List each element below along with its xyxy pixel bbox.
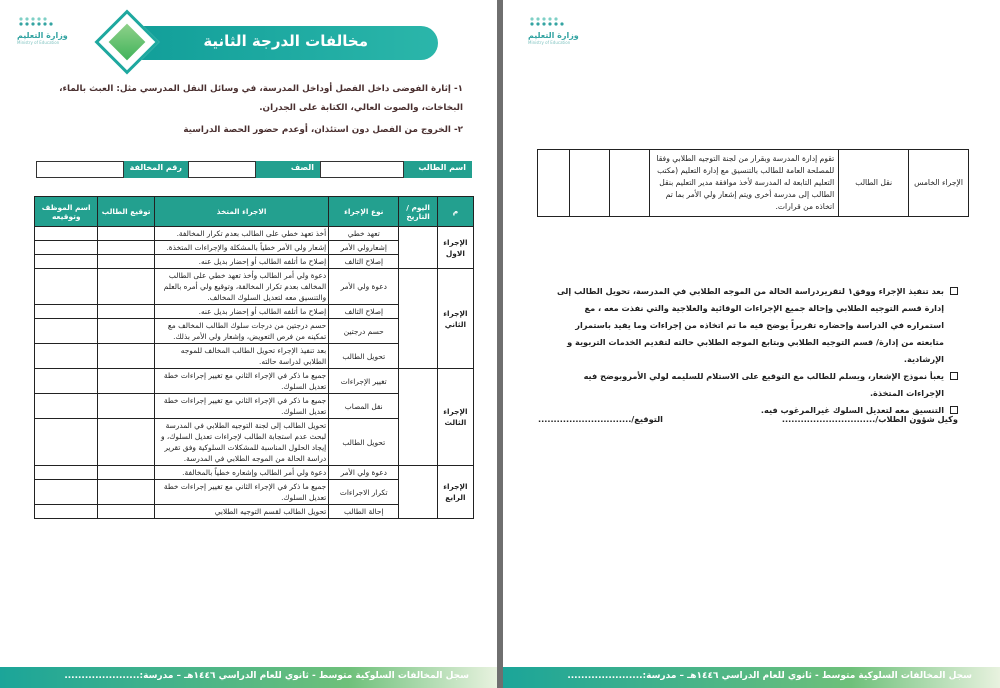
student-sig-cell[interactable]: [98, 466, 155, 480]
student-info-bar: [36, 161, 472, 178]
action-cell: حسم درجتين من درجات سلوك الطالب المخالف مع تمكينه من فرص التعويض، وإشعار ولي الأمر بذلك.: [154, 319, 328, 344]
notes-list: [548, 283, 958, 419]
table-row: [35, 269, 474, 305]
left-page: [0, 0, 497, 688]
note-text: التنسيق معه لتعديل السلوك غيرالمرغوب فيه.: [760, 405, 944, 415]
col-type: نوع الإجراء: [329, 197, 399, 227]
checkbox-icon[interactable]: [950, 406, 958, 414]
ministry-logo: [17, 16, 89, 45]
type-cell: حسم درجتين: [329, 319, 399, 344]
student-sig-cell[interactable]: [98, 227, 155, 241]
checkbox-icon[interactable]: [950, 372, 958, 380]
staff-sig-cell[interactable]: [35, 241, 98, 255]
student-name-field[interactable]: [320, 161, 404, 178]
staff-sig-cell[interactable]: [35, 255, 98, 269]
col-staff: اسم الموظف وتوقيعه: [35, 197, 98, 227]
col-action: الاجراء المتخذ: [154, 197, 328, 227]
student-sig-cell[interactable]: [609, 150, 649, 217]
student-sig-cell[interactable]: [98, 241, 155, 255]
staff-sig-cell[interactable]: [35, 480, 98, 505]
class-label: الصف: [256, 161, 320, 178]
action-cell: دعوة ولي أمر الطالب وأخذ تعهد خطي على الطالب المخالف بعدم تكرار المخالفة، وتوقيع ولي أمره بالعلم والتنسيق معه لتعديل السلوك المخالف.: [154, 269, 328, 305]
logo-text: وزارة التعليم: [17, 31, 68, 40]
violation-number-label: رقم المخالفة: [124, 161, 188, 178]
student-name-label: اسم الطالب: [404, 161, 472, 178]
date-cell[interactable]: [399, 269, 437, 369]
action-cell: بعد تنفيذ الإجراء تحويل الطالب المخالف للموجه الطلابي لدراسة حالته.: [154, 344, 328, 369]
violation-item: ١- إثارة الفوضى داخل الفصل أوداخل المدرسة، في وسائل النقل المدرسي مثل: العبث بالماء، البخاخات، والصوت العالي، الكتابة على الجدران.: [59, 84, 463, 113]
group-label: الإجراء الخامس: [909, 150, 969, 217]
table-row: [35, 466, 474, 480]
date-cell[interactable]: [399, 227, 437, 269]
signature-label: التوقيع/..............................: [538, 414, 663, 424]
student-sig-cell[interactable]: [98, 505, 155, 519]
violation-number-field[interactable]: [36, 161, 124, 178]
group-label: الإجراء الرابع: [437, 466, 473, 519]
type-cell: إحالة الطالب: [329, 505, 399, 519]
type-cell: نقل المصاب: [329, 394, 399, 419]
type-cell: إشعارولي الأمر: [329, 241, 399, 255]
col-student-sig: توقيع الطالب: [98, 197, 155, 227]
violation-item: ٢- الخروج من الفصل دون استئذان، أوعدم حضور الحصة الدراسية: [183, 125, 463, 135]
title-banner: [128, 26, 438, 60]
checkbox-icon[interactable]: [950, 287, 958, 295]
note-text: يعبأ نموذج الإشعار، ويسلم للطالب مع التوقيع على الاستلام للسليمه لولي الأمروبوضح فيه الإجراءات المتخذة.: [583, 371, 944, 398]
type-cell: تغيير الإجراءات: [329, 369, 399, 394]
group-label: الإجراء الثالث: [437, 369, 473, 466]
type-cell: إصلاح التالف: [329, 305, 399, 319]
action-cell: تقوم إدارة المدرسة وبقرار من لجنة التوجيه الطلابي وفقا للمصلحة العامة للطالب بالتنسيق مع إدارة التعليم (مكتب التعليم التابعة له المدرسة لأخذ موافقة مدير التعليم بنقل الطالب إلى مدرسة أخرى ويتم إشعار ولي الأمر بما تم اتخاذه من قرارات.: [649, 150, 838, 217]
action-cell: إشعار ولي الأمر خطياً بالمشكلة والإجراءات المتخذة.: [154, 241, 328, 255]
staff-sig-cell[interactable]: [35, 344, 98, 369]
date-cell[interactable]: [399, 369, 437, 466]
type-cell: إصلاح التالف: [329, 255, 399, 269]
footer-text: سجل المخالفات السلوكية متوسط - ثانوي للعام الدراسي ١٤٤٦هـ – مدرسة:......................: [567, 671, 972, 681]
action-cell: تحويل الطالب إلى لجنة التوجيه الطلابي في المدرسة لبحث عدم استجابة الطالب لإجراءات تعديل السلوك، و إيجاد الحلول المناسبة للمشكلات السلوكية وفق تقرير دراسة الحالة من الموجه الطلابي في المدرسة.: [154, 419, 328, 466]
student-sig-cell[interactable]: [98, 255, 155, 269]
student-sig-cell[interactable]: [98, 419, 155, 466]
extra-cell[interactable]: [538, 150, 570, 217]
logo-subtext: Ministry of Education: [528, 40, 571, 45]
logo-mark-icon: [17, 16, 57, 30]
staff-sig-cell[interactable]: [35, 305, 98, 319]
student-sig-cell[interactable]: [98, 269, 155, 305]
col-day-date: اليوم / التاريخ: [399, 197, 437, 227]
ministry-logo: [528, 16, 600, 45]
student-sig-cell[interactable]: [98, 319, 155, 344]
logo-mark-icon: [528, 16, 568, 30]
table-header-row: [35, 197, 474, 227]
footer-text: سجل المخالفات السلوكية متوسط - ثانوي للعام الدراسي ١٤٤٦هـ – مدرسة:......................: [64, 671, 469, 681]
student-sig-cell[interactable]: [98, 344, 155, 369]
staff-sig-cell[interactable]: [35, 269, 98, 305]
type-cell: تحويل الطالب: [329, 344, 399, 369]
student-sig-cell[interactable]: [98, 305, 155, 319]
type-cell: تعهد خطي: [329, 227, 399, 241]
table-row: [538, 150, 969, 217]
agent-label: وكيل شؤون الطلاب/..............................: [781, 414, 958, 424]
action-cell: جميع ما ذكر في الإجراء الثاني مع تغيير إجراءات خطة تعديل السلوك.: [154, 394, 328, 419]
note-text: بعد تنفيذ الإجراء ووفق١ لتقريردراسة الحالة من الموجه الطلابي في المدرسة، تحويل الطالب إلى إدارة قسم التوجيه الطلابي وإحالة جميع الإجراءات الوقائية والعلاجية والتي نفذت معه ، مع استمراره في الدراسة وإحضاره تقريراً يوضح فيه ما تم اتخاذه من إجراءات وما يفيد باستمرار متابعته من إدارة/ قسم التوجيه الطلابي وبتابع الموجه الطلابي حالته لتقديم الخدمات التربوية و الإرشادية.: [556, 286, 944, 364]
student-sig-cell[interactable]: [98, 369, 155, 394]
type-cell: دعوة ولي الأمر: [329, 269, 399, 305]
staff-sig-cell[interactable]: [35, 227, 98, 241]
student-sig-cell[interactable]: [98, 394, 155, 419]
staff-sig-cell[interactable]: [35, 319, 98, 344]
logo-subtext: Ministry of Education: [17, 40, 60, 45]
type-cell: نقل الطالب: [839, 150, 909, 217]
note-item: [548, 368, 958, 402]
staff-sig-cell[interactable]: [569, 150, 609, 217]
action-cell: إصلاح ما أتلفه الطالب أو إحضار بديل عنه.: [154, 305, 328, 319]
staff-sig-cell[interactable]: [35, 369, 98, 394]
procedures-table: [34, 196, 474, 519]
page-title: مخالفات الدرجة الثانية: [203, 32, 368, 50]
staff-sig-cell[interactable]: [35, 466, 98, 480]
signature-line: [538, 414, 958, 424]
student-sig-cell[interactable]: [98, 480, 155, 505]
action-cell: تحويل الطالب لقسم التوجيه الطلابي: [154, 505, 328, 519]
type-cell: تكرار الاجراءات: [329, 480, 399, 505]
type-cell: تحويل الطالب: [329, 419, 399, 466]
violation-items: [23, 80, 463, 140]
group-label: الإجراء الاول: [437, 227, 473, 269]
group-label: الإجراء الثاني: [437, 269, 473, 369]
page-footer: [503, 667, 1000, 688]
table-row: [35, 227, 474, 241]
logo-text: وزارة التعليم: [528, 31, 579, 40]
table-row: [35, 369, 474, 394]
staff-sig-cell[interactable]: [35, 505, 98, 519]
class-field[interactable]: [188, 161, 256, 178]
date-cell[interactable]: [399, 466, 437, 519]
note-item: [548, 283, 958, 368]
col-num: م: [437, 197, 473, 227]
action-cell: جميع ما ذكر في الإجراء الثاني مع تغيير إجراءات خطة تعديل السلوك.: [154, 480, 328, 505]
type-cell: دعوة ولي الأمر: [329, 466, 399, 480]
action-cell: جميع ما ذكر في الإجراء الثاني مع تغيير إجراءات خطة تعديل السلوك.: [154, 369, 328, 394]
action-cell: أخذ تعهد خطي على الطالب بعدم تكرار المخالفة.: [154, 227, 328, 241]
title-diamond-icon: [94, 9, 159, 74]
page-footer: [0, 667, 497, 688]
right-page: [503, 0, 1000, 688]
action-cell: دعوة ولي أمر الطالب وإشعاره خطياً بالمخالفة.: [154, 466, 328, 480]
fifth-procedure-table: [537, 149, 969, 217]
action-cell: إصلاح ما أتلفه الطالب أو إحضار بديل عنه.: [154, 255, 328, 269]
staff-sig-cell[interactable]: [35, 419, 98, 466]
staff-sig-cell[interactable]: [35, 394, 98, 419]
